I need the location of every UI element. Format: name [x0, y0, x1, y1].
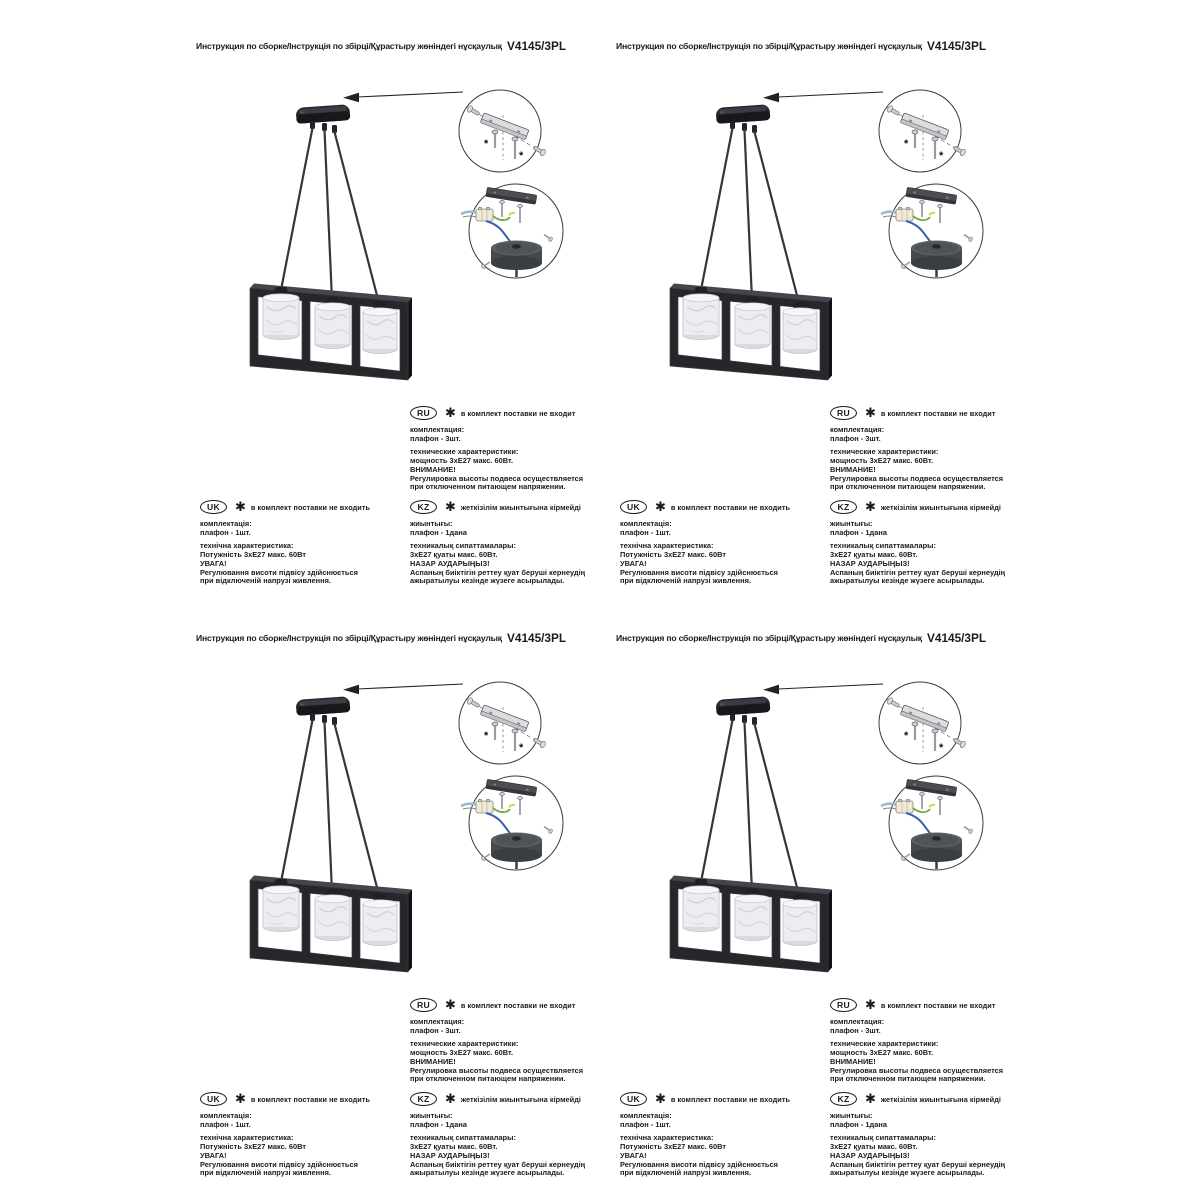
glass-shade-2 [315, 895, 350, 941]
kz-warn-line1: Аспаның биіктігін реттеу қуат беруші кернеудің [830, 1159, 1006, 1169]
kz-warn-line1: Аспаның биіктігін реттеу қуат беруші кернеудің [410, 1159, 586, 1169]
asterisk-icon: ✱ [865, 405, 876, 420]
ru-set-value: плафон - 3шт. [830, 1025, 881, 1035]
not-included-asterisk-1: * [484, 138, 489, 150]
uk-badge-row [200, 1092, 400, 1106]
uk-badge-row [620, 1092, 820, 1106]
supply-wire [463, 216, 476, 217]
uk-spec-value: Потужність 3хЕ27 макс. 60Вт [620, 1142, 727, 1152]
supply-wire [883, 808, 896, 809]
ceiling-canopy [296, 104, 351, 124]
uk-set-value: плафон - 1шт. [620, 1119, 671, 1129]
uk-badge-row [620, 500, 820, 514]
model-number: V4145/3PL [927, 631, 987, 645]
ru-warn-line2: при отключенном питающем напряжении. [410, 482, 566, 492]
bracket-detail-circle [459, 90, 546, 172]
bracket-detail-circle [459, 682, 546, 764]
kz-set-value: плафон - 1дана [410, 1119, 467, 1129]
ru-section [830, 406, 1030, 492]
uk-badge: UK [200, 1092, 227, 1106]
asterisk-icon: ✱ [865, 997, 876, 1012]
ru-spec-value: мощность 3хЕ27 макс. 60Вт. [410, 1048, 514, 1058]
ru-badge-row [830, 998, 1030, 1012]
uk-warn-line2: при відключеній напрузі живлення. [200, 1168, 332, 1178]
ru-warn-line1: Регулировка высоты подвеса осуществляется [410, 1065, 584, 1075]
pendant-lamp [250, 104, 412, 380]
uk-set-value: плафон - 1шт. [200, 1119, 251, 1129]
asterisk-icon: ✱ [445, 499, 456, 514]
kz-spec-label: техникалық сипаттамалары: [830, 1133, 936, 1143]
pendant-lamp [670, 104, 832, 380]
ru-warn-line2: при отключенном питающем напряжении. [830, 482, 986, 492]
glass-shade-1 [683, 294, 719, 340]
ru-spec-value: мощность 3хЕ27 макс. 60Вт. [830, 456, 934, 466]
title-text: Инструкция по сборке/Інструкція по збірці/Құрастыру жөніндегі нұсқаулық [616, 633, 922, 643]
assembly-drawing [650, 677, 990, 987]
canopy-wiring-detail-circle [461, 184, 563, 278]
canopy-wiring-detail-circle [461, 776, 563, 870]
not-included-asterisk-1: * [484, 730, 489, 742]
kz-badge-row [410, 500, 610, 514]
not-included-asterisk-2: * [519, 150, 524, 162]
ru-note: в комплект поставки не входит [880, 408, 996, 418]
suspension-cords [281, 128, 380, 305]
ru-section [830, 998, 1030, 1084]
not-included-asterisk-2: * [939, 742, 944, 754]
uk-warn-line1: Регулювання висоти підвісу здійснюється [200, 567, 358, 577]
uk-warn-title: УВАГА! [200, 558, 227, 568]
title-text: Инструкция по сборке/Інструкція по збірці/Құрастыру жөніндегі нұсқаулық [616, 41, 922, 51]
ru-set-label: комплектация: [830, 1017, 885, 1026]
glass-shade-1 [683, 886, 719, 932]
instruction-panel [180, 622, 600, 1200]
kz-badge: KZ [410, 500, 437, 514]
uk-warn-line1: Регулювання висоти підвісу здійснюється [620, 1159, 778, 1169]
suspension-cords [281, 720, 380, 897]
uk-spec-value: Потужність 3хЕ27 макс. 60Вт [200, 550, 307, 560]
glass-shade-2 [735, 303, 770, 349]
ru-warn-title: ВНИМАНИЕ! [830, 464, 876, 474]
asterisk-icon: ✱ [445, 1091, 456, 1106]
canopy-wiring-detail-circle [881, 776, 983, 870]
uk-note: в комплект поставки не входить [250, 502, 370, 512]
ceiling-canopy [716, 104, 771, 124]
uk-spec-label: технічна характеристика: [200, 1133, 294, 1143]
instruction-panel [180, 30, 600, 610]
model-number: V4145/3PL [507, 631, 567, 645]
uk-set-value: плафон - 1шт. [620, 527, 671, 537]
title-text: Инструкция по сборке/Інструкція по збірці/Құрастыру жөніндегі нұсқаулық [196, 41, 502, 51]
asterisk-icon: ✱ [865, 499, 876, 514]
kz-note: жеткізілім жиынтығына кірмейді [880, 502, 1001, 512]
assembly-drawing [230, 677, 570, 987]
uk-badge: UK [620, 500, 647, 514]
kz-warn-title: НАЗАР АУДАРЫҢЫЗ! [410, 558, 490, 568]
asterisk-icon: ✱ [445, 405, 456, 420]
ru-badge-row [830, 406, 1030, 420]
kz-spec-value: 3хЕ27 қуаты макс. 60Вт. [830, 1142, 918, 1152]
ru-note: в комплект поставки не входит [880, 1000, 996, 1010]
kz-warn-title: НАЗАР АУДАРЫҢЫЗ! [830, 558, 910, 568]
uk-spec-label: технічна характеристика: [620, 541, 714, 551]
uk-spec-value: Потужність 3хЕ27 макс. 60Вт [200, 1142, 307, 1152]
kz-set-value: плафон - 1дана [410, 527, 467, 537]
asterisk-icon: ✱ [235, 499, 246, 514]
not-included-asterisk-2: * [519, 742, 524, 754]
ru-section [410, 406, 610, 492]
uk-note: в комплект поставки не входить [670, 1094, 790, 1104]
kz-badge: KZ [830, 500, 857, 514]
not-included-asterisk-2: * [939, 150, 944, 162]
panel-title [196, 631, 566, 645]
uk-section [620, 1092, 820, 1178]
uk-badge: UK [200, 500, 227, 514]
kz-set-label: жиынтығы: [410, 519, 453, 528]
kz-set-label: жиынтығы: [830, 1111, 873, 1120]
assembly-drawing [650, 85, 990, 395]
uk-warn-title: УВАГА! [620, 558, 647, 568]
ru-set-value: плафон - 3шт. [830, 433, 881, 443]
asterisk-icon: ✱ [235, 1091, 246, 1106]
asterisk-icon: ✱ [865, 1091, 876, 1106]
callout-arrow-icon [343, 684, 463, 694]
kz-badge-row [410, 1092, 610, 1106]
kz-warn-line2: ажыратылуы кезінде жүзеге асырылады. [410, 576, 565, 586]
ru-set-value: плафон - 3шт. [410, 1025, 461, 1035]
ru-section [410, 998, 610, 1084]
kz-spec-value: 3хЕ27 қуаты макс. 60Вт. [410, 1142, 498, 1152]
ru-badge-row [410, 406, 610, 420]
uk-warn-line2: при відключеній напрузі живлення. [200, 576, 332, 586]
kz-set-value: плафон - 1дана [830, 1119, 887, 1129]
kz-section [830, 1092, 1030, 1178]
ru-set-value: плафон - 3шт. [410, 433, 461, 443]
kz-warn-title: НАЗАР АУДАРЫҢЫЗ! [410, 1150, 490, 1160]
kz-warn-title: НАЗАР АУДАРЫҢЫЗ! [830, 1150, 910, 1160]
uk-spec-label: технічна характеристика: [620, 1133, 714, 1143]
bracket-detail-circle [879, 682, 966, 764]
ru-set-label: комплектация: [410, 425, 465, 434]
model-number: V4145/3PL [927, 39, 987, 53]
kz-set-value: плафон - 1дана [830, 527, 887, 537]
kz-spec-label: техникалық сипаттамалары: [830, 541, 936, 551]
ru-warn-title: ВНИМАНИЕ! [830, 1056, 876, 1066]
ru-spec-value: мощность 3хЕ27 макс. 60Вт. [410, 456, 514, 466]
kz-set-label: жиынтығы: [830, 519, 873, 528]
suspension-cords [701, 720, 800, 897]
ru-note: в комплект поставки не входит [460, 408, 576, 418]
terminal-block [476, 799, 493, 813]
kz-section [410, 500, 610, 586]
glass-shade-2 [315, 303, 350, 349]
uk-note: в комплект поставки не входить [250, 1094, 370, 1104]
ru-badge: RU [830, 406, 857, 420]
kz-badge-row [830, 500, 1030, 514]
glass-shade-3 [363, 900, 397, 946]
glass-shade-1 [263, 294, 299, 340]
kz-badge: KZ [410, 1092, 437, 1106]
ru-warn-line2: при отключенном питающем напряжении. [410, 1074, 566, 1084]
uk-warn-line1: Регулювання висоти підвісу здійснюється [200, 1159, 358, 1169]
kz-badge: KZ [830, 1092, 857, 1106]
kz-spec-value: 3хЕ27 қуаты макс. 60Вт. [410, 550, 498, 560]
uk-set-label: комплектація: [620, 519, 672, 528]
uk-set-value: плафон - 1шт. [200, 527, 251, 537]
kz-warn-line2: ажыратылуы кезінде жүзеге асырылады. [830, 1168, 985, 1178]
uk-badge-row [200, 500, 400, 514]
kz-note: жеткізілім жиынтығына кірмейді [460, 1094, 581, 1104]
pendant-lamp [250, 696, 412, 972]
ru-spec-label: технические характеристики: [410, 1039, 519, 1049]
assembly-drawing [230, 85, 570, 395]
uk-section [200, 500, 400, 586]
panel-title [196, 39, 566, 53]
uk-section [200, 1092, 400, 1178]
ru-warn-title: ВНИМАНИЕ! [410, 464, 456, 474]
kz-note: жеткізілім жиынтығына кірмейді [880, 1094, 1001, 1104]
kz-spec-value: 3хЕ27 қуаты макс. 60Вт. [830, 550, 918, 560]
kz-note: жеткізілім жиынтығына кірмейді [460, 502, 581, 512]
uk-warn-line2: при відключеній напрузі живлення. [620, 576, 752, 586]
kz-warn-line2: ажыратылуы кезінде жүзеге асырылады. [830, 576, 985, 586]
ru-set-label: комплектация: [830, 425, 885, 434]
ru-note: в комплект поставки не входит [460, 1000, 576, 1010]
uk-note: в комплект поставки не входить [670, 502, 790, 512]
ru-badge: RU [410, 406, 437, 420]
uk-set-label: комплектація: [200, 519, 252, 528]
glass-shade-3 [783, 308, 817, 354]
instruction-panel [600, 622, 1020, 1200]
kz-section [410, 1092, 610, 1178]
kz-warn-line2: ажыратылуы кезінде жүзеге асырылады. [410, 1168, 565, 1178]
kz-section [830, 500, 1030, 586]
glass-shade-3 [783, 900, 817, 946]
kz-warn-line1: Аспаның биіктігін реттеу қуат беруші кернеудің [830, 567, 1006, 577]
uk-warn-line2: при відключеній напрузі живлення. [620, 1168, 752, 1178]
panel-title [616, 39, 986, 53]
ru-badge: RU [830, 998, 857, 1012]
uk-set-label: комплектація: [620, 1111, 672, 1120]
supply-wire [883, 216, 896, 217]
bracket-detail-circle [879, 90, 966, 172]
ru-set-label: комплектация: [410, 1017, 465, 1026]
ru-warn-line1: Регулировка высоты подвеса осуществляется [410, 473, 584, 483]
panel-title [616, 631, 986, 645]
not-included-asterisk-1: * [904, 138, 909, 150]
kz-badge-row [830, 1092, 1030, 1106]
asterisk-icon: ✱ [655, 1091, 666, 1106]
ru-warn-line1: Регулировка высоты подвеса осуществляется [830, 473, 1004, 483]
pendant-lamp [670, 696, 832, 972]
callout-arrow-icon [763, 92, 883, 102]
glass-shade-1 [263, 886, 299, 932]
instruction-panel [600, 30, 1020, 610]
uk-warn-title: УВАГА! [200, 1150, 227, 1160]
supply-wire [463, 808, 476, 809]
asterisk-icon: ✱ [655, 499, 666, 514]
kz-set-label: жиынтығы: [410, 1111, 453, 1120]
uk-badge: UK [620, 1092, 647, 1106]
uk-warn-line1: Регулювання висоти підвісу здійснюється [620, 567, 778, 577]
suspension-cords [701, 128, 800, 305]
kz-spec-label: техникалық сипаттамалары: [410, 1133, 516, 1143]
ru-warn-line1: Регулировка высоты подвеса осуществляется [830, 1065, 1004, 1075]
terminal-block [896, 207, 913, 221]
callout-arrow-icon [763, 684, 883, 694]
uk-set-label: комплектація: [200, 1111, 252, 1120]
terminal-block [896, 799, 913, 813]
not-included-asterisk-1: * [904, 730, 909, 742]
ru-warn-title: ВНИМАНИЕ! [410, 1056, 456, 1066]
ceiling-canopy [716, 696, 771, 716]
terminal-block [476, 207, 493, 221]
kz-spec-label: техникалық сипаттамалары: [410, 541, 516, 551]
title-text: Инструкция по сборке/Інструкція по збірці/Құрастыру жөніндегі нұсқаулық [196, 633, 502, 643]
model-number: V4145/3PL [507, 39, 567, 53]
ru-spec-value: мощность 3хЕ27 макс. 60Вт. [830, 1048, 934, 1058]
ru-spec-label: технические характеристики: [830, 447, 939, 457]
uk-spec-label: технічна характеристика: [200, 541, 294, 551]
ru-badge-row [410, 998, 610, 1012]
uk-warn-title: УВАГА! [620, 1150, 647, 1160]
asterisk-icon: ✱ [445, 997, 456, 1012]
ru-badge: RU [410, 998, 437, 1012]
ru-spec-label: технические характеристики: [410, 447, 519, 457]
glass-shade-2 [735, 895, 770, 941]
canopy-wiring-detail-circle [881, 184, 983, 278]
ru-spec-label: технические характеристики: [830, 1039, 939, 1049]
callout-arrow-icon [343, 92, 463, 102]
ru-warn-line2: при отключенном питающем напряжении. [830, 1074, 986, 1084]
uk-section [620, 500, 820, 586]
uk-spec-value: Потужність 3хЕ27 макс. 60Вт [620, 550, 727, 560]
glass-shade-3 [363, 308, 397, 354]
kz-warn-line1: Аспаның биіктігін реттеу қуат беруші кернеудің [410, 567, 586, 577]
ceiling-canopy [296, 696, 351, 716]
